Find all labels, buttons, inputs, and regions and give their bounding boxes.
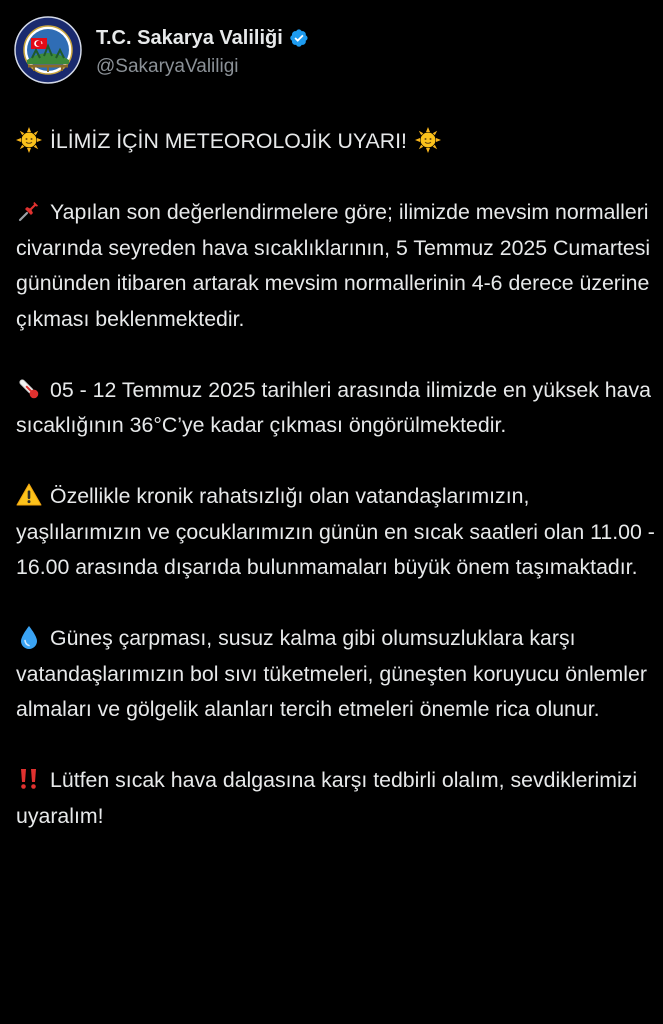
paragraph-gap: [16, 160, 656, 196]
paragraph-closing: [16, 763, 656, 834]
display-name-row: [96, 26, 309, 50]
thermometer-icon: [16, 376, 42, 402]
pushpin-icon: [16, 198, 42, 224]
paragraph-forecast: [16, 195, 656, 337]
sun-face-icon: [16, 127, 42, 153]
paragraph-gap: [16, 444, 656, 480]
droplet-icon: [16, 624, 42, 650]
post-text: [16, 124, 656, 834]
paragraph-temperature: [16, 373, 656, 444]
verified-badge-icon: [289, 28, 309, 48]
post-title: [16, 124, 656, 160]
sun-face-icon: [415, 127, 441, 153]
paragraph-advice: [16, 621, 656, 728]
paragraph-warning-text: Özellikle kronik rahatsızlığı olan vatandaşlarımızın, yaşlılarımızın ve çocuklarımızın günün en sıcak saatleri olan 11.00 - 16.00 arasında dışarıda bulunmamaları büyük önem taşımaktadır.: [16, 484, 655, 579]
account-names: [96, 26, 309, 78]
paragraph-forecast-text: Yapılan son değerlendirmelere göre; ilimizde mevsim normalleri civarında seyreden hava sıcaklıklarının, 5 Temmuz 2025 Cumartesi gününden itibaren artarak mevsim normallerinin 4-6 derece üzerine çıkması beklenmektedir.: [16, 200, 651, 331]
display-name[interactable]: T.C. Sakarya Valiliği: [96, 26, 283, 49]
governorship-seal-icon[interactable]: [14, 16, 82, 84]
account-handle[interactable]: @SakaryaValiligi: [96, 56, 239, 77]
post-title-text: İLİMİZ İÇİN METEOROLOJİK UYARI!: [50, 129, 407, 153]
paragraph-warning: [16, 479, 656, 586]
paragraph-temperature-text: 05 - 12 Temmuz 2025 tarihleri arasında ilimizde en yüksek hava sıcaklığının 36°C’ye kadar çıkması öngörülmektedir.: [16, 377, 651, 437]
paragraph-gap: [16, 728, 656, 764]
warning-icon: [16, 482, 42, 508]
double-exclamation-icon: [16, 766, 42, 792]
post-header: [14, 14, 654, 86]
paragraph-gap: [16, 586, 656, 622]
paragraph-gap: [16, 337, 656, 373]
paragraph-advice-text: Güneş çarpması, susuz kalma gibi olumsuzluklara karşı vatandaşlarımızın bol sıvı tüketmeleri, güneşten koruyucu önlemler almaları ve gölgelik alanları tercih etmeleri önemle rica olunur.: [16, 626, 647, 721]
paragraph-closing-text: Lütfen sıcak hava dalgasına karşı tedbirli olalım, sevdiklerimizi uyaralım!: [16, 768, 638, 828]
